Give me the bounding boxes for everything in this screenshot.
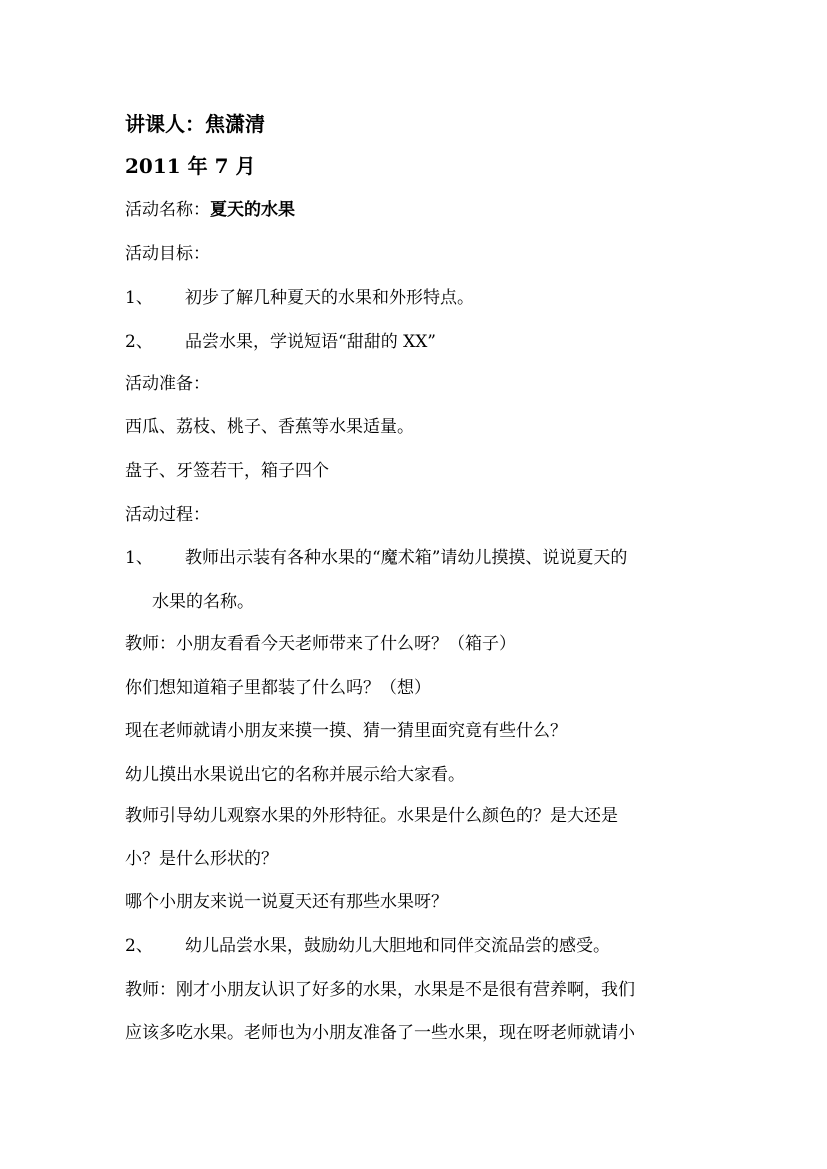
paragraph-line: 幼儿摸出水果说出它的名称并展示给大家看。 bbox=[125, 765, 465, 785]
preparation-line: 盘子、牙签若干，箱子四个 bbox=[125, 461, 329, 481]
process-step-1-continuation: 水果的名称。 bbox=[152, 592, 254, 612]
paragraph-line: 教师引导幼儿观察水果的外形特征。水果是什么颜色的？是大还是 bbox=[125, 806, 618, 826]
preparation-line: 西瓜、荔枝、桃子、香蕉等水果适量。 bbox=[125, 417, 414, 437]
date-line: 2011 年 7 月 bbox=[125, 154, 256, 178]
step-text: 幼儿品尝水果，鼓励幼儿大胆地和同伴交流品尝的感受。 bbox=[185, 936, 610, 956]
goal-item bbox=[125, 332, 436, 352]
paragraph-line: 教师：小朋友看看今天老师带来了什么呀？（箱子） bbox=[125, 634, 516, 654]
lecturer-line: 讲课人：焦潇清 bbox=[125, 112, 265, 136]
step-text: 教师出示装有各种水果的“魔术箱”请幼儿摸摸、说说夏天的 bbox=[185, 548, 628, 568]
paragraph-line: 哪个小朋友来说一说夏天还有那些水果呀？ bbox=[125, 892, 448, 912]
process-step-1 bbox=[125, 548, 627, 568]
goal-text: 品尝水果，学说短语“甜甜的 XX” bbox=[185, 332, 436, 352]
step-number: 2、 bbox=[125, 936, 153, 956]
activity-name-label: 活动名称： bbox=[125, 200, 210, 220]
process-label: 活动过程： bbox=[125, 505, 210, 525]
preparation-label: 活动准备： bbox=[125, 374, 210, 394]
process-step-2 bbox=[125, 936, 610, 956]
paragraph-line: 教师：刚才小朋友认识了好多的水果，水果是不是很有营养啊，我们 bbox=[125, 980, 635, 1000]
paragraph-line: 小？是什么形状的？ bbox=[125, 849, 278, 869]
paragraph-line: 你们想知道箱子里都装了什么吗？（想） bbox=[125, 678, 431, 698]
paragraph-line: 现在老师就请小朋友来摸一摸、猜一猜里面究竟有些什么？ bbox=[125, 721, 567, 741]
goal-number: 2、 bbox=[125, 332, 153, 352]
goals-label: 活动目标： bbox=[125, 244, 210, 264]
activity-name-value: 夏天的水果 bbox=[210, 200, 295, 220]
step-number: 1、 bbox=[125, 548, 153, 568]
paragraph-line: 应该多吃水果。老师也为小朋友准备了一些水果，现在呀老师就请小 bbox=[125, 1023, 635, 1043]
goal-text: 初步了解几种夏天的水果和外形特点。 bbox=[185, 288, 474, 308]
goal-number: 1、 bbox=[125, 288, 153, 308]
goal-item bbox=[125, 288, 474, 308]
activity-name-line bbox=[125, 200, 295, 220]
